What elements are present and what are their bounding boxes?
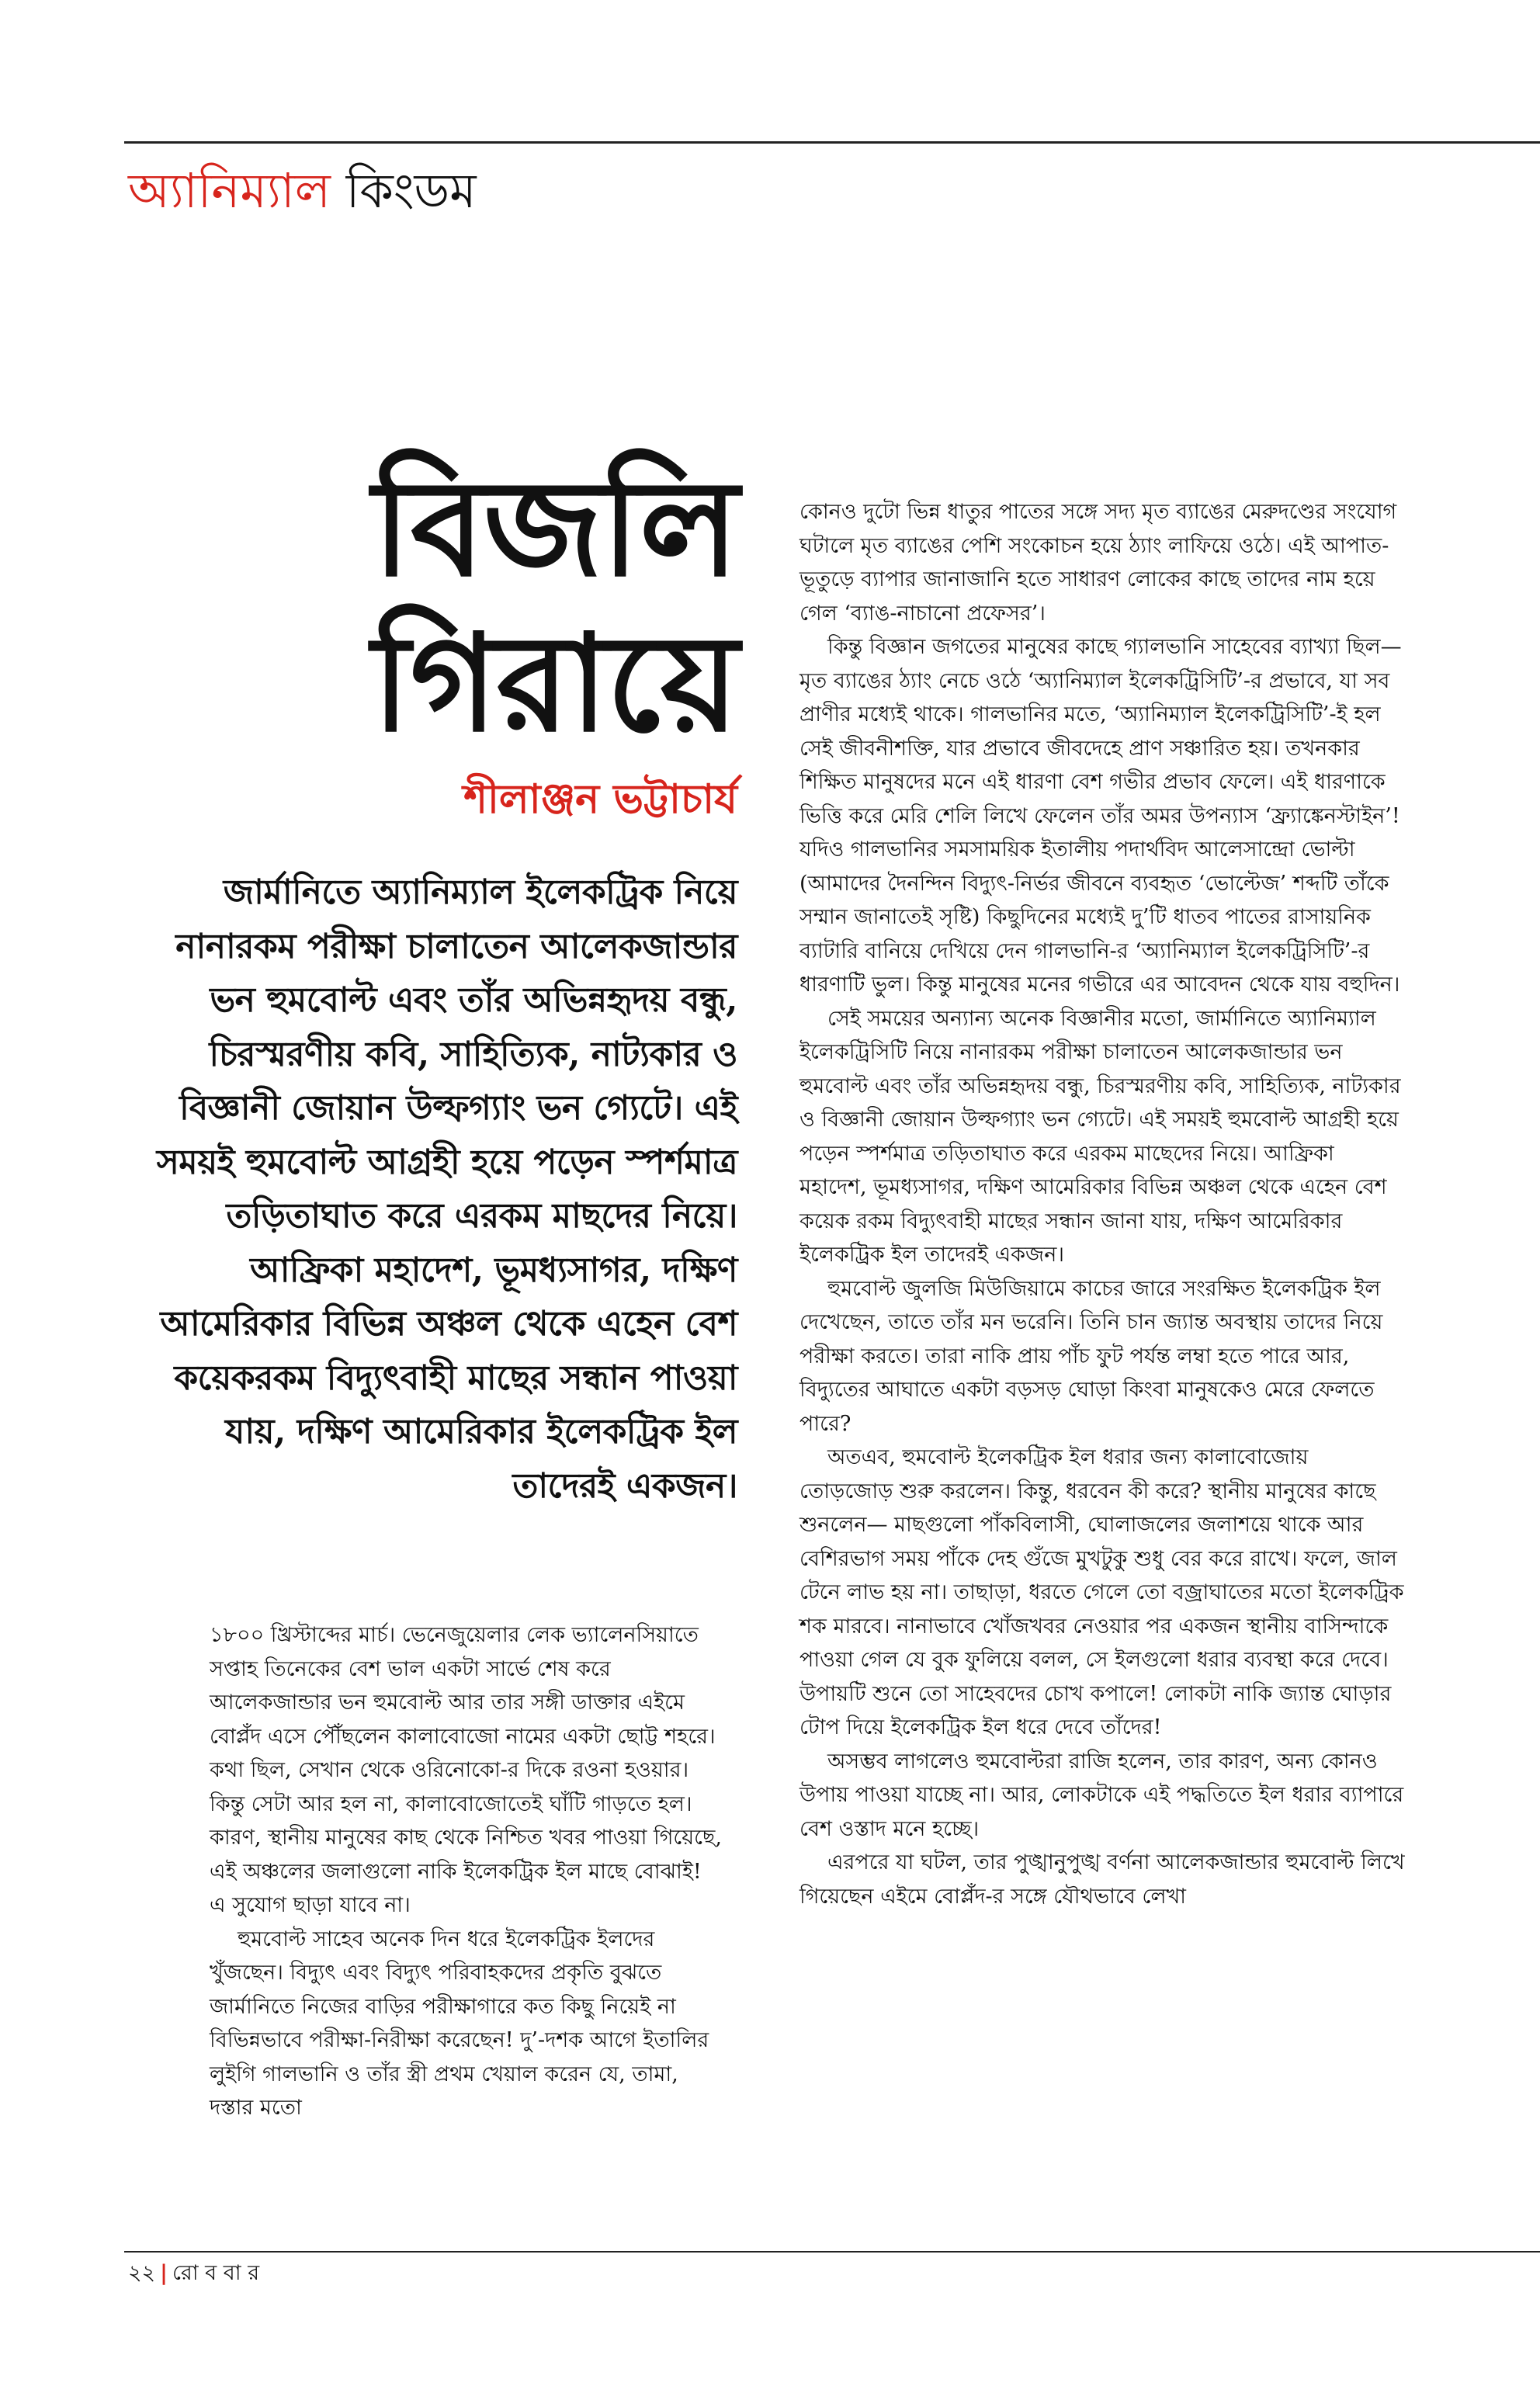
section-label-red: অ্যানিম্যাল: [128, 162, 331, 219]
body-paragraph: ১৮০০ খ্রিস্টাব্দের মার্চ। ভেনেজুয়েলার লেক ভ্যালেনসিয়াতে সপ্তাহ তিনেকের বেশ ভাল একটা সার্ভে শেষ করে আলেকজান্ডার ভন হুমবোল্ট আর তার সঙ্গী ডাক্তার এইমে বোপ্লঁদ এসে পৌঁছলেন কালাবোজো নামের একটা ছোট্ট শহরে। কথা ছিল, সেখান থেকে ওরিনোকো-র দিকে রওনা হওয়ার। কিন্তু সেটা আর হল না, কালাবোজোতেই ঘাঁটি গাড়তে হল। কারণ, স্থানীয় মানুষের কাছ থেকে নিশ্চিত খবর পাওয়া গিয়েছে, এই অঞ্চলের জলাগুলো নাকি ইলেকট্রিক ইল মাছে বোঝাই! এ সুযোগ ছাড়া যাবে না।: [210, 1623, 722, 1917]
section-header: [128, 162, 477, 219]
body-paragraph: কিন্তু বিজ্ঞান জগতের মানুষের কাছে গ্যালভানি সাহেবের ব্যাখ্যা ছিল— মৃত ব্যাঙের ঠ্যাং নেচে ওঠে ‘অ্যানিম্যাল ইলেকট্রিসিটি’-র প্রভাবে, যা সব প্রাণীর মধ্যেই থাকে। গালভানির মতে, ‘অ্যানিম্যাল ইলেকট্রিসিটি’-ই হল সেই জীবনীশক্তি, যার প্রভাবে জীবদেহে প্রাণ সঞ্চারিত হয়। তখনকার শিক্ষিত মানুষদের মনে এই ধারণা বেশ গভীর প্রভাব ফেলে। এই ধারণাকে ভিত্তি করে মেরি শেলি লিখে ফেলেন তাঁর অমর উপন্যাস ‘ফ্র্যাঙ্কেনস্টাইন’! যদিও গালভানির সমসাময়িক ইতালীয় পদার্থবিদ আলেসান্দ্রো ভোল্টা (আমাদের দৈনন্দিন বিদ্যুৎ-নির্ভর জীবনে ব্যবহৃত ‘ভোল্টেজ’ শব্দটি তাঁকে সম্মান জানাতেই সৃষ্টি) কিছুদিনের মধ্যেই দু’টি ধাতব পাতের রাসায়নিক ব্যাটারি বানিয়ে দেখিয়ে দেন গালভানি-র ‘অ্যানিম্যাল ইলেকট্রিসিটি’-র ধারণাটি ভুল। কিন্তু মানুষের মনের গভীরে এর আবেদন থেকে যায় বহুদিন।: [799, 635, 1402, 997]
page-folio: [128, 2263, 259, 2284]
bottom-rule: [124, 2251, 1540, 2253]
title-line-2: গিরায়ে: [372, 604, 737, 761]
body-paragraph: কোনও দুটো ভিন্ন ধাতুর পাতের সঙ্গে সদ্য মৃত ব্যাঙের মেরুদণ্ডের সংযোগ ঘটালে মৃত ব্যাঙের পেশি সংকোচন হয়ে ঠ্যাং লাফিয়ে ওঠে। এই আপাত-ভূতুড়ে ব্যাপার জানাজানি হতে সাধারণ লোকের কাছে তাদের নাম হয়ে গেল ‘ব্যাঙ-নাচানো প্রফেসর’।: [799, 500, 1397, 626]
body-paragraph: অসম্ভব লাগলেও হুমবোল্টরা রাজি হলেন, তার কারণ, অন্য কোনও উপায় পাওয়া যাচ্ছে না। আর, লোকটাকে এই পদ্ধতিতে ইল ধরার ব্যাপারে বেশ ওস্তাদ মনে হচ্ছে।: [799, 1749, 1404, 1841]
body-paragraph: হুমবোল্ট সাহেব অনেক দিন ধরে ইলেকট্রিক ইলদের খুঁজছেন। বিদ্যুৎ এবং বিদ্যুৎ পরিবাহকদের প্রকৃতি বুঝতে জার্মানিতে নিজের বাড়ির পরীক্ষাগারে কত কিছু নিয়েই না বিভিন্নভাবে পরীক্ষা-নিরীক্ষা করেছেন! দু’-দশক আগে ইতালির লুইগি গালভানি ও তাঁর স্ত্রী প্রথম খেয়াল করেন যে, তামা, দস্তার মতো: [210, 1927, 709, 2120]
magazine-name: রো ব বা র: [172, 2261, 260, 2285]
body-paragraph: এরপরে যা ঘটল, তার পুঙ্খানুপুঙ্খ বর্ণনা আলেকজান্ডার হুমবোল্ট লিখে গিয়েছেন এইমে বোপ্লঁদ-র সঙ্গে যৌথভাবে লেখা: [799, 1850, 1405, 1909]
lead-paragraph: জার্মানিতে অ্যানিম্যাল ইলেকট্রিক নিয়ে নানারকম পরীক্ষা চালাতেন আলেকজান্ডার ভন হুমবোল্ট এবং তাঁর অভিন্নহৃদয় বন্ধু, চিরস্মরণীয় কবি, সাহিত্যিক, নাট্যকার ও বিজ্ঞানী জোয়ান উল্ফগ্যাং ভন গ্যেটে। এই সময়ই হুমবোল্ট আগ্রহী হয়ে পড়েন স্পর্শমাত্র তড়িতাঘাত করে এরকম মাছদের নিয়ে। আফ্রিকা মহাদেশ, ভূমধ্যসাগর, দক্ষিণ আমেরিকার বিভিন্ন অঞ্চল থেকে এহেন বেশ কয়েকরকম বিদ্যুৎবাহী মাছের সন্ধান পাওয়া যায়, দক্ষিণ আমেরিকার ইলেকট্রিক ইল তাদেরই একজন।: [156, 872, 737, 1506]
page-number: ২২: [128, 2261, 156, 2285]
right-body-column: [799, 495, 1405, 1913]
left-body-column: [210, 1618, 722, 2125]
title-line-1: বিজলি: [372, 449, 737, 606]
body-paragraph: সেই সময়ের অন্যান্য অনেক বিজ্ঞানীর মতো, জার্মানিতে অ্যানিম্যাল ইলেকট্রিসিটি নিয়ে নানারকম পরীক্ষা চালাতেন আলেকজান্ডার ভন হুমবোল্ট এবং তাঁর অভিন্নহৃদয় বন্ধু, চিরস্মরণীয় কবি, সাহিত্যিক, নাট্যকার ও বিজ্ঞানী জোয়ান উল্ফগ্যাং ভন গ্যেটে। এই সময়ই হুমবোল্ট আগ্রহী হয়ে পড়েন স্পর্শমাত্র তড়িতাঘাত করে এরকম মাছেদের নিয়ে। আফ্রিকা মহাদেশ, ভূমধ্যসাগর, দক্ষিণ আমেরিকার বিভিন্ন অঞ্চল থেকে এহেন বেশ কয়েক রকম বিদ্যুৎবাহী মাছের সন্ধান জানা যায়, দক্ষিণ আমেরিকার ইলেকট্রিক ইল তাদেরই একজন।: [799, 1006, 1401, 1267]
author-byline: শীলাঞ্জন ভট্টাচার্য: [463, 775, 737, 823]
section-label-black: কিংডম: [345, 162, 477, 219]
body-paragraph: অতএব, হুমবোল্ট ইলেকট্রিক ইল ধরার জন্য কালাবোজোয় তোড়জোড় শুরু করলেন। কিন্তু, ধরবেন কী করে? স্থানীয় মানুষের কাছে শুনলেন— মাছগুলো পাঁকবিলাসী, ঘোলাজলের জলাশয়ে থাকে আর বেশিরভাগ সময় পাঁকে দেহ গুঁজে মুখটুকু শুধু বের করে রাখে। ফলে, জাল টেনে লাভ হয় না। তাছাড়া, ধরতে গেলে তো বজ্রাঘাতের মতো ইলেকট্রিক শক মারবে। নানাভাবে খোঁজখবর নেওয়ার পর একজন স্থানীয় বাসিন্দাকে পাওয়া গেল যে বুক ফুলিয়ে বলল, সে ইলগুলো ধরার ব্যবস্থা করে দেবে। উপায়টি শুনে তো সাহেবদের চোখ কপালে! লোকটা নাকি জ্যান্ত ঘোড়ার টোপ দিয়ে ইলেকট্রিক ইল ধরে দেবে তাঁদের!: [799, 1445, 1404, 1739]
article-title: [155, 450, 737, 761]
top-rule: [124, 141, 1540, 144]
body-paragraph: হুমবোল্ট জুলজি মিউজিয়ামে কাচের জারে সংরক্ষিত ইলেকট্রিক ইল দেখেছেন, তাতে তাঁর মন ভরেনি। তিনি চান জ্যান্ত অবস্থায় তাদের নিয়ে পরীক্ষা করতে। তারা নাকি প্রায় পাঁচ ফুট পর্যন্ত লম্বা হতে পারে আর, বিদ্যুতের আঘাতে একটা বড়সড় ঘোড়া কিংবা মানুষকেও মেরে ফেলতে পারে?: [799, 1276, 1383, 1436]
folio-separator: |: [160, 2261, 168, 2285]
